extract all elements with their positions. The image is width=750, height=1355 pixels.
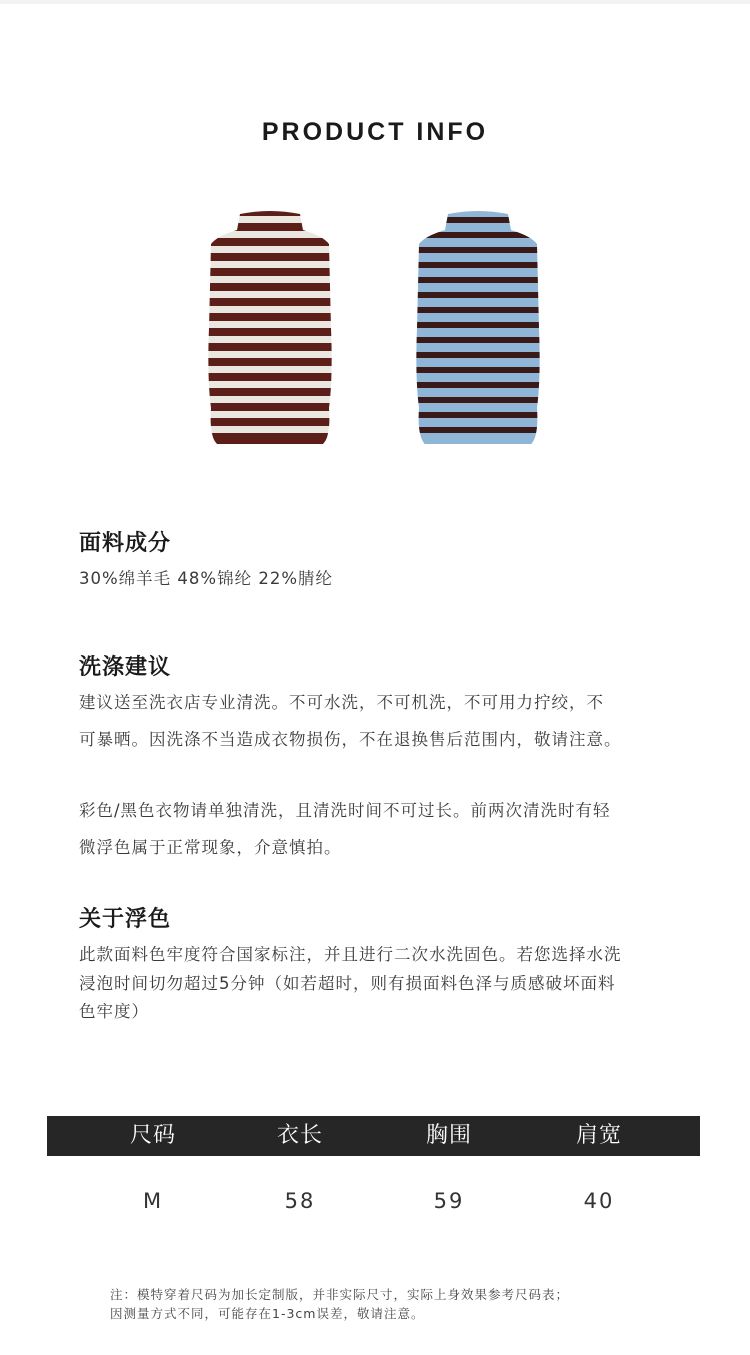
washing-heading: 洗涤建议 [79, 655, 172, 680]
cell-chest: 59 [433, 1189, 465, 1213]
color-heading: 关于浮色 [79, 907, 172, 932]
washing-text-line: 彩色/黑色衣物请单独清洗，且清洗时间不可过长。前两次清洗时有轻 [79, 801, 611, 820]
header-chest: 胸围 [425, 1123, 472, 1148]
fabric-composition: 30%绵羊毛 48%锦纶 22%腈纶 [79, 569, 334, 588]
cell-shoulder: 40 [583, 1189, 615, 1213]
cell-length: 58 [284, 1189, 316, 1213]
size-table-header [47, 1116, 700, 1156]
washing-text-line: 微浮色属于正常现象，介意慎拍。 [79, 838, 342, 857]
product-image-brown [205, 208, 335, 453]
header-shoulder: 肩宽 [575, 1123, 622, 1148]
washing-text-line: 建议送至洗衣店专业清洗。不可水洗，不可机洗，不可用力拧绞，不 [79, 693, 604, 712]
size-note-line: 注：模特穿着尺码为加长定制版，并非实际尺寸，实际上身效果参考尺码表； [110, 1287, 570, 1302]
color-text-line: 色牢度） [79, 1002, 149, 1021]
washing-text-line: 可暴晒。因洗涤不当造成衣物损伤，不在退换售后范围内，敬请注意。 [79, 730, 622, 749]
header-size: 尺码 [129, 1123, 176, 1148]
size-note-line: 因测量方式不同，可能存在1-3cm误差，敬请注意。 [110, 1306, 425, 1321]
color-text-line: 此款面料色牢度符合国家标注，并且进行二次水洗固色。若您选择水洗 [79, 945, 622, 964]
fabric-heading: 面料成分 [79, 531, 172, 556]
cell-size: M [142, 1189, 164, 1213]
product-image-blue [413, 208, 543, 453]
header-length: 衣长 [276, 1123, 323, 1148]
top-divider [0, 0, 750, 4]
page-title: PRODUCT INFO [261, 118, 489, 146]
color-text-line: 浸泡时间切勿超过5分钟（如若超时，则有损面料色泽与质感破坏面料 [79, 974, 616, 993]
